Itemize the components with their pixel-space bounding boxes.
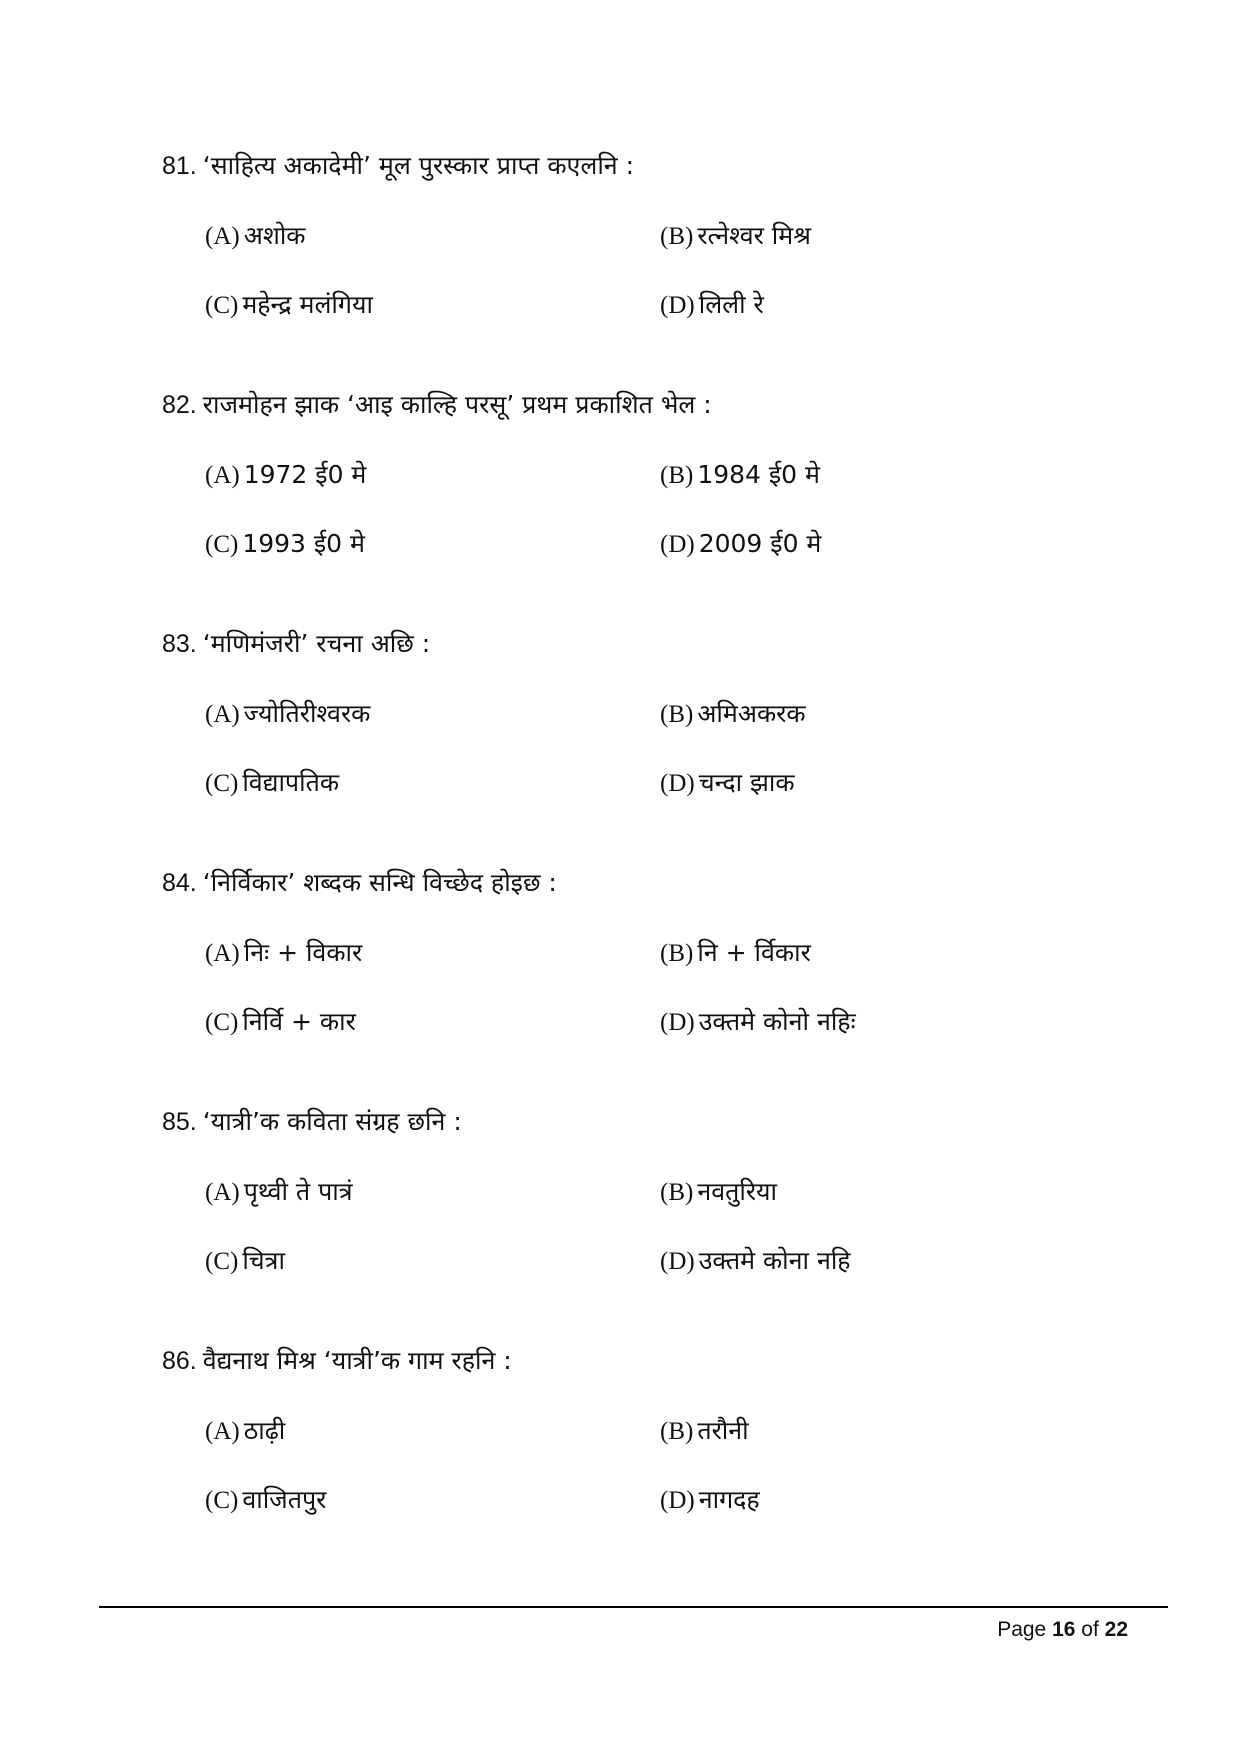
question-text: ‘मणिमंजरी’ रचना अछि :	[202, 629, 431, 658]
question-text: ‘साहित्य अकादेमी’ मूल पुरस्कार प्राप्त कएलनि :	[202, 151, 635, 180]
page-word: Page	[997, 1618, 1047, 1641]
option-a	[205, 1411, 285, 1452]
option-text: रत्नेश्वर मिश्र	[697, 221, 811, 250]
option-d	[660, 1480, 760, 1521]
option-key: (C)	[205, 1009, 239, 1036]
question-stem	[162, 146, 634, 186]
option-text: ज्योतिरीश्वरक	[243, 699, 371, 728]
option-c	[205, 524, 365, 565]
option-key: (C)	[205, 770, 239, 797]
option-key: (D)	[660, 1487, 695, 1514]
option-a	[205, 216, 306, 257]
option-text: निर्वि + कार	[242, 1007, 356, 1036]
option-text: उक्तमे कोना नहि	[698, 1246, 851, 1275]
option-key: (A)	[205, 223, 240, 250]
question-82	[0, 385, 1241, 605]
question-text: राजमोहन झाक ‘आइ काल्हि परसू’ प्रथम प्रकाशित भेल :	[202, 390, 712, 419]
footer-divider	[99, 1606, 1168, 1608]
option-d	[660, 763, 795, 804]
option-text: निः + विकार	[243, 938, 363, 967]
option-a	[205, 455, 366, 496]
option-b	[660, 216, 811, 257]
option-b	[660, 455, 820, 496]
option-key: (B)	[660, 462, 694, 489]
option-key: (D)	[660, 1248, 695, 1275]
option-a	[205, 933, 362, 974]
question-stem	[162, 385, 712, 425]
option-text: तरौनी	[697, 1416, 749, 1445]
question-stem	[162, 863, 557, 903]
option-key: (C)	[205, 1248, 239, 1275]
option-d	[660, 285, 764, 326]
option-c	[205, 1480, 326, 1521]
question-number: 85.	[162, 1108, 197, 1136]
option-c	[205, 1241, 285, 1282]
option-text: चन्दा झाक	[698, 768, 795, 797]
question-number: 86.	[162, 1347, 197, 1375]
question-stem	[162, 1341, 512, 1381]
option-text: 1984 ई0 मे	[697, 460, 820, 489]
question-text: ‘यात्री’क कविता संग्रह छनि :	[202, 1107, 462, 1136]
option-key: (A)	[205, 1179, 240, 1206]
option-b	[660, 933, 811, 974]
option-key: (A)	[205, 701, 240, 728]
option-key: (A)	[205, 940, 240, 967]
option-key: (C)	[205, 531, 239, 558]
option-d	[660, 524, 821, 565]
option-key: (D)	[660, 770, 695, 797]
total-pages-number: 22	[1104, 1618, 1128, 1641]
question-86	[0, 1341, 1241, 1561]
option-b	[660, 1411, 749, 1452]
question-number: 81.	[162, 152, 197, 180]
option-key: (B)	[660, 223, 694, 250]
question-84	[0, 863, 1241, 1083]
option-key: (D)	[660, 531, 695, 558]
option-key: (A)	[205, 462, 240, 489]
option-key: (B)	[660, 701, 694, 728]
option-text: पृथ्वी ते पात्रं	[243, 1177, 353, 1206]
option-b	[660, 1172, 777, 1213]
option-c	[205, 285, 373, 326]
option-text: 1972 ई0 मे	[243, 460, 367, 489]
current-page-number: 16	[1052, 1618, 1076, 1641]
option-text: महेन्द्र मलंगिया	[242, 290, 373, 319]
option-key: (B)	[660, 1179, 694, 1206]
option-text: अशोक	[243, 221, 306, 250]
option-text: नागदह	[698, 1485, 760, 1514]
option-text: चित्रा	[242, 1246, 285, 1275]
option-key: (C)	[205, 292, 239, 319]
option-text: वाजितपुर	[242, 1485, 327, 1514]
option-d	[660, 1241, 851, 1282]
question-number: 82.	[162, 391, 197, 419]
option-key: (A)	[205, 1418, 240, 1445]
option-text: 1993 ई0 मे	[242, 529, 365, 558]
option-text: उक्तमे कोनो नहिः	[698, 1007, 856, 1036]
question-number: 84.	[162, 869, 197, 897]
option-key: (D)	[660, 292, 695, 319]
question-number: 83.	[162, 630, 197, 658]
option-b	[660, 694, 806, 735]
question-text: वैद्यनाथ मिश्र ‘यात्री’क गाम रहनि :	[202, 1346, 512, 1375]
question-stem	[162, 1102, 462, 1142]
option-key: (B)	[660, 940, 694, 967]
question-85	[0, 1102, 1241, 1322]
page-footer	[997, 1612, 1128, 1648]
question-83	[0, 624, 1241, 844]
option-key: (D)	[660, 1009, 695, 1036]
option-c	[205, 763, 339, 804]
option-text: 2009 ई0 मे	[698, 529, 822, 558]
option-c	[205, 1002, 356, 1043]
option-text: नि + र्विकार	[697, 938, 811, 967]
option-key: (B)	[660, 1418, 694, 1445]
question-stem	[162, 624, 430, 664]
option-text: ठाढ़ी	[243, 1416, 286, 1445]
option-key: (C)	[205, 1487, 239, 1514]
option-text: नवतुरिया	[697, 1177, 778, 1206]
question-text: ‘निर्विकार’ शब्दक सन्धि विच्छेद होइछ :	[202, 868, 557, 897]
option-a	[205, 1172, 353, 1213]
option-text: लिली रे	[698, 290, 764, 319]
question-81	[0, 146, 1241, 366]
option-d	[660, 1002, 856, 1043]
option-text: अमिअकरक	[697, 699, 806, 728]
option-a	[205, 694, 370, 735]
option-text: विद्यापतिक	[242, 768, 340, 797]
of-word: of	[1081, 1618, 1099, 1641]
